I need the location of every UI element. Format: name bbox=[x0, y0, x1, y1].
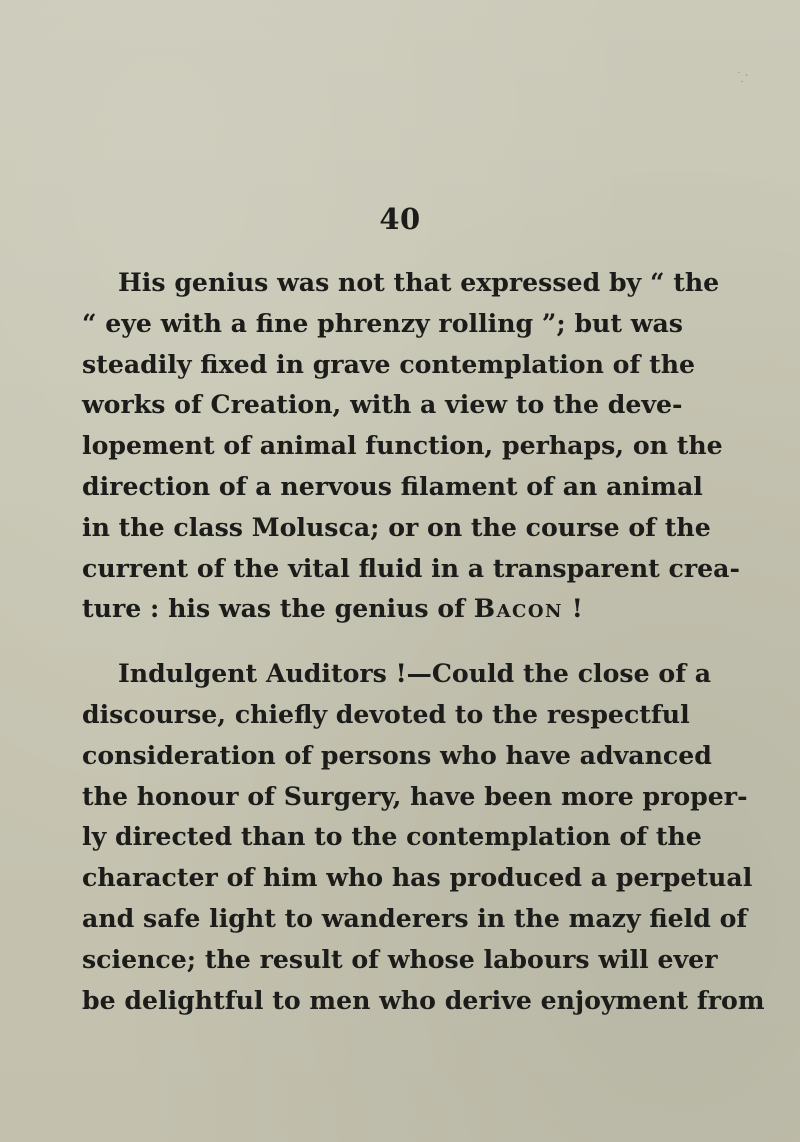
text-line: the honour of Surgery, have been more proper- bbox=[82, 780, 748, 811]
paragraph-1 bbox=[82, 262, 740, 629]
text-line: character of him who has produced a perpetual bbox=[82, 862, 753, 893]
text-line-last bbox=[82, 588, 678, 629]
text-line: consideration of persons who have advanced bbox=[82, 739, 712, 770]
page-number: 40 bbox=[379, 202, 421, 236]
text-line: discourse, chiefly devoted to the respectful bbox=[82, 698, 690, 729]
text-line: current of the vital fluid in a transparent crea- bbox=[82, 552, 740, 583]
text-line: in the class Molusca; or on the course of the bbox=[82, 511, 711, 542]
paragraph-gap bbox=[82, 629, 678, 653]
paper-blemish: ˙ ̣ˑ bbox=[736, 70, 749, 83]
text-line: be delightful to men who derive enjoyment from bbox=[82, 984, 765, 1015]
text-line: and safe light to wanderers in the mazy field of bbox=[82, 902, 748, 933]
text-line: ly directed than to the contemplation of the bbox=[82, 821, 702, 852]
text-line: His genius was not that expressed by “ the bbox=[118, 267, 720, 297]
text-line: lopement of animal function, perhaps, on the bbox=[82, 430, 723, 461]
text-line: Indulgent Auditors !—Could the close of a bbox=[118, 658, 712, 689]
body-text bbox=[82, 262, 765, 1020]
text-line: works of Creation, with a view to the deve- bbox=[82, 389, 683, 420]
text-line: direction of a nervous filament of an animal bbox=[82, 470, 703, 501]
text-fragment: ture : his was the genius of bbox=[82, 593, 474, 624]
text-fragment: ! bbox=[563, 593, 583, 624]
paragraph-2 bbox=[82, 653, 765, 1020]
text-line: “ eye with a fine phrenzy rolling ”; but was bbox=[82, 307, 683, 338]
text-line: steadily fixed in grave contemplation of the bbox=[82, 348, 696, 379]
text-line: science; the result of whose labours will ever bbox=[82, 943, 718, 974]
name-bacon: Bacon bbox=[473, 593, 564, 624]
